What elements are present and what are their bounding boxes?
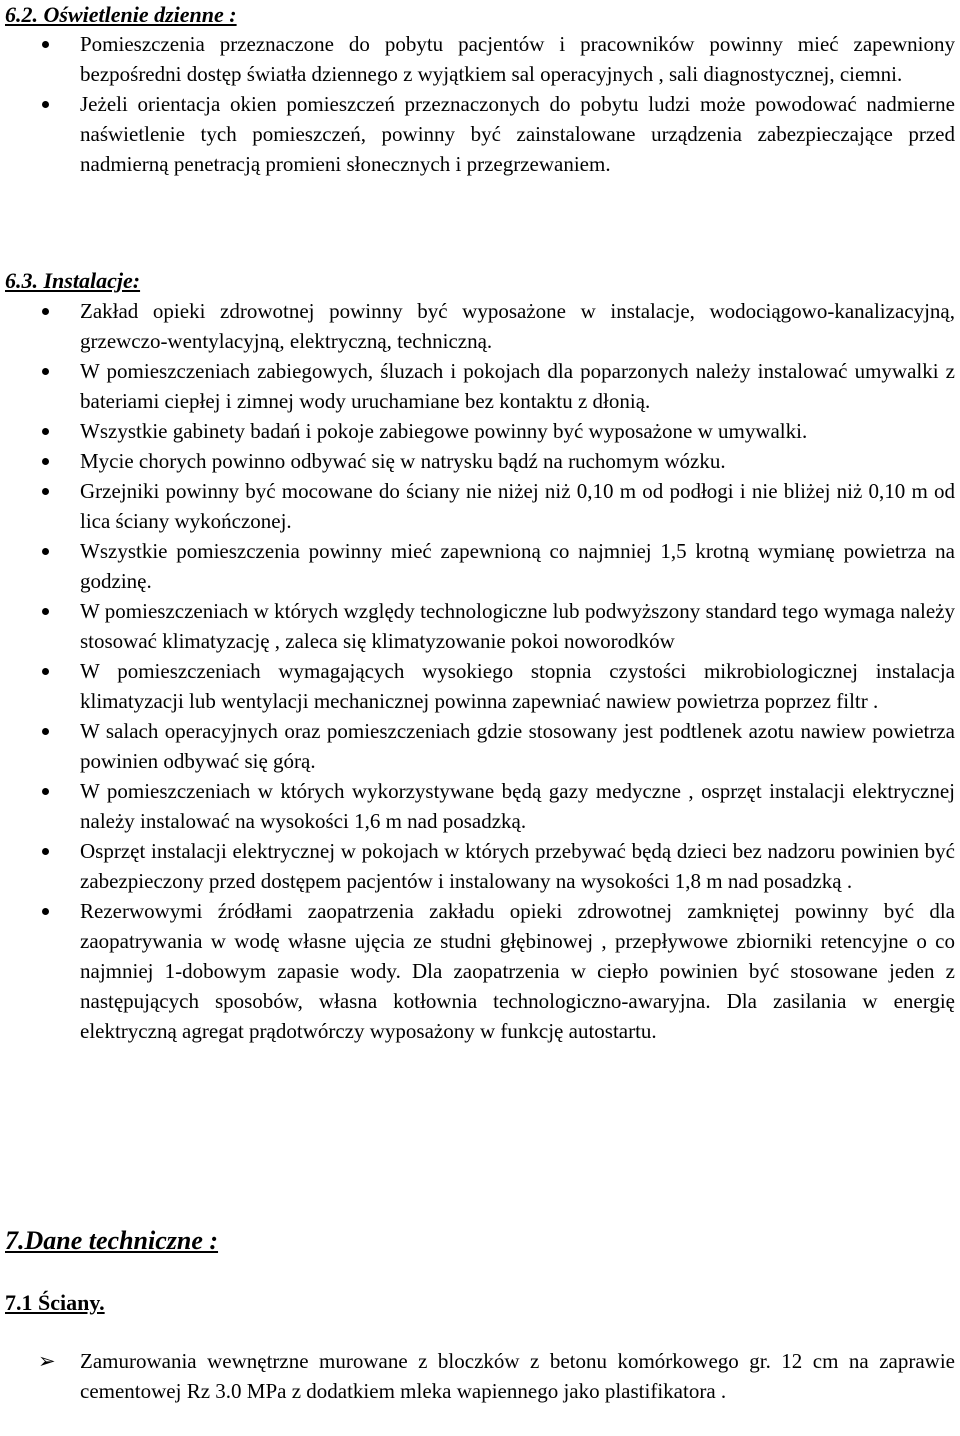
bullet-icon bbox=[42, 101, 49, 108]
list-item bbox=[0, 296, 960, 356]
section-6-2-list bbox=[0, 29, 960, 179]
bullet-icon bbox=[42, 368, 49, 375]
list-item bbox=[0, 656, 960, 716]
bullet-icon bbox=[42, 548, 49, 555]
bullet-icon bbox=[42, 788, 49, 795]
list-item-text: W pomieszczeniach w których względy technologiczne lub podwyższony standard tego wymaga należy stosować klimatyzację , zaleca się klimatyzowanie pokoi noworodków bbox=[80, 599, 955, 653]
bullet-icon bbox=[42, 908, 49, 915]
list-item-text: Zakład opieki zdrowotnej powinny być wyposażone w instalacje, wodociągowo-kanalizacyjną, grzewczo-wentylacyjną, elektryczną, techniczną. bbox=[80, 299, 955, 353]
bullet-icon bbox=[42, 728, 49, 735]
list-item bbox=[0, 776, 960, 836]
list-item bbox=[0, 836, 960, 896]
list-item-text: Jeżeli orientacja okien pomieszczeń przeznaczonych do pobytu ludzi może powodować nadmierne naświetlenie tych pomieszczeń, powinny być zainstalowane urządzenia zabezpieczające przed nadmierną penetracją promieni słonecznych i przegrzewaniem. bbox=[80, 92, 955, 176]
bullet-icon bbox=[42, 608, 49, 615]
list-item bbox=[0, 416, 960, 446]
section-7-heading: 7.Dane techniczne : bbox=[5, 1226, 219, 1255]
bullet-icon bbox=[42, 668, 49, 675]
list-item-text: W pomieszczeniach wymagających wysokiego stopnia czystości mikrobiologicznej instalacja klimatyzacji lub wentylacji mechanicznej powinna zapewniać nawiew powietrza poprzez filtr . bbox=[80, 659, 955, 713]
section-7-1-heading: 7.1 Ściany. bbox=[5, 1290, 105, 1315]
list-item bbox=[0, 1346, 960, 1406]
list-item-text: Mycie chorych powinno odbywać się w natrysku bądź na ruchomym wózku. bbox=[80, 449, 726, 473]
list-item-text: Wszystkie pomieszczenia powinny mieć zapewnioną co najmniej 1,5 krotną wymianę powietrza na godzinę. bbox=[80, 539, 955, 593]
list-item-text: Osprzęt instalacji elektrycznej w pokojach w których przebywać będą dzieci bez nadzoru powinien być zabezpieczony przed dostępem pacjentów i instalowany na wysokości 1,8 m nad posadzką . bbox=[80, 839, 955, 893]
bullet-icon bbox=[42, 488, 49, 495]
list-item bbox=[0, 476, 960, 536]
arrow-bullet-icon: ➢ bbox=[38, 1349, 56, 1373]
list-item bbox=[0, 716, 960, 776]
list-item bbox=[0, 29, 960, 89]
bullet-icon bbox=[42, 428, 49, 435]
list-item bbox=[0, 356, 960, 416]
list-item-text: Rezerwowymi źródłami zaopatrzenia zakładu opieki zdrowotnej zamkniętej powinny być dla zaopatrywania w wodę własne ujęcia ze studni głębinowej , przepływowe zbiorniki retencyjne o co najmniej 1-dobowym zapasie wody. Dla zaopatrzenia w ciepło powinien być stosowane jeden z następujących sposobów, własna kotłownia technologiczno-awaryjna. Dla zasilania w energię elektryczną agregat prądotwórczy wyposażony w funkcję autostartu. bbox=[80, 899, 955, 1043]
list-item-text: W salach operacyjnych oraz pomieszczeniach gdzie stosowany jest podtlenek azotu nawiew powietrza powinien odbywać się górą. bbox=[80, 719, 955, 773]
section-6-3-list bbox=[0, 296, 960, 1046]
bullet-icon bbox=[42, 308, 49, 315]
bullet-icon bbox=[42, 41, 49, 48]
section-6-3-heading: 6.3. Instalacje: bbox=[5, 268, 141, 293]
list-item-text: W pomieszczeniach w których wykorzystywane będą gazy medyczne , osprzęt instalacji elektrycznej należy instalować na wysokości 1,6 m nad posadzką. bbox=[80, 779, 955, 833]
list-item bbox=[0, 596, 960, 656]
list-item bbox=[0, 446, 960, 476]
section-7-1-list bbox=[0, 1346, 960, 1406]
list-item-text: Pomieszczenia przeznaczone do pobytu pacjentów i pracowników powinny mieć zapewniony bezpośredni dostęp światła dziennego z wyjątkiem sal operacyjnych , sali diagnostycznej, ciemni. bbox=[80, 32, 955, 86]
list-item-text: Grzejniki powinny być mocowane do ściany nie niżej niż 0,10 m od podłogi i nie bliżej niż 0,10 m od lica ściany wykończonej. bbox=[80, 479, 955, 533]
list-item-text: Wszystkie gabinety badań i pokoje zabiegowe powinny być wyposażone w umywalki. bbox=[80, 419, 808, 443]
list-item-text: Zamurowania wewnętrzne murowane z bloczków z betonu komórkowego gr. 12 cm na zaprawie cementowej Rz 3.0 MPa z dodatkiem mleka wapiennego jako plastifikatora . bbox=[80, 1349, 955, 1403]
list-item bbox=[0, 89, 960, 179]
list-item bbox=[0, 536, 960, 596]
bullet-icon bbox=[42, 458, 49, 465]
list-item-text: W pomieszczeniach zabiegowych, śluzach i pokojach dla poparzonych należy instalować umywalki z bateriami ciepłej i zimnej wody uruchamiane bez kontaktu z dłonią. bbox=[80, 359, 955, 413]
bullet-icon bbox=[42, 848, 49, 855]
section-6-2-heading: 6.2. Oświetlenie dzienne : bbox=[5, 2, 237, 27]
list-item bbox=[0, 896, 960, 1046]
